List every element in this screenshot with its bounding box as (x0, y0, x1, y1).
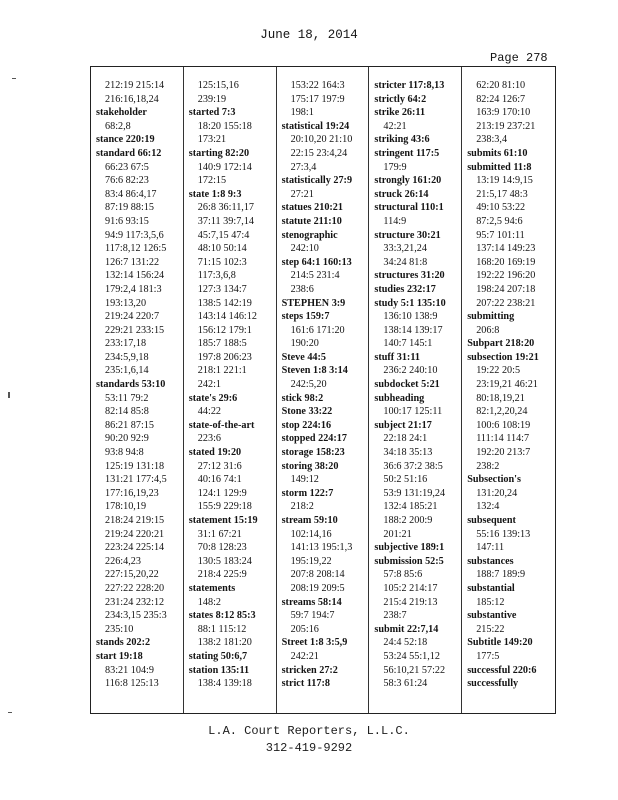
index-citation: 13:19 14:9,15 (476, 175, 533, 187)
index-citation: 132:4 185:21 (383, 501, 438, 513)
index-term: studies 232:17 (374, 283, 436, 295)
index-citation: 132:14 156:24 (105, 270, 165, 282)
index-citation: 233:17,18 (105, 338, 147, 350)
index-citation: 105:2 214:17 (383, 582, 438, 594)
index-citation: 138:4 139:18 (197, 678, 252, 690)
scan-speck (8, 392, 10, 398)
index-column-2 (184, 67, 277, 713)
index-citation: 23:19,21 46:21 (476, 379, 538, 391)
index-citation: 36:6 37:2 38:5 (383, 460, 443, 472)
index-citation: 219:24 220:7 (105, 311, 160, 323)
reporter-phone: 312-419-9292 (265, 741, 353, 755)
index-term: states 8:12 85:3 (188, 610, 256, 622)
index-citation: 27:12 31:6 (197, 460, 242, 472)
index-citation: 82:14 85:8 (105, 406, 149, 418)
index-term: substantial (467, 582, 515, 594)
index-citation: 238:6 (290, 283, 314, 295)
index-citation: 94:9 117:3,5,6 (105, 229, 164, 241)
index-citation: 18:20 155:18 (197, 120, 252, 132)
index-term: stop 224:16 (281, 419, 332, 431)
index-citation: 138:14 139:17 (383, 324, 443, 336)
index-citation: 117:3,6,8 (197, 270, 236, 282)
index-citation: 20:10,20 21:10 (290, 134, 353, 146)
index-term: study 5:1 135:10 (374, 297, 446, 309)
index-term: strongly 161:20 (374, 175, 442, 187)
index-term: submitting (467, 311, 515, 323)
index-citation: 205:16 (290, 623, 319, 635)
index-term: stakeholder (96, 107, 147, 119)
index-term: Steven 1:8 3:14 (281, 365, 348, 377)
index-citation: 111:14 114:7 (476, 433, 530, 445)
index-citation: 71:15 102:3 (197, 256, 247, 268)
index-citation: 117:8,12 126:5 (105, 243, 167, 255)
index-citation: 185:7 188:5 (197, 338, 247, 350)
index-citation: 100:6 108:19 (476, 419, 531, 431)
index-citation: 116:8 125:13 (105, 678, 159, 690)
index-term: subjective 189:1 (374, 542, 445, 554)
index-term: stopped 224:17 (281, 433, 347, 445)
index-citation: 155:9 229:18 (197, 501, 252, 513)
index-citation: 114:9 (383, 215, 407, 227)
index-citation: 234:3,15 235:3 (105, 610, 167, 622)
index-term: station 135:11 (188, 664, 250, 676)
index-citation: 27:3,4 (290, 161, 317, 173)
index-citation: 173:21 (197, 134, 227, 146)
index-citation: 19:22 20:5 (476, 365, 521, 377)
word-index-table (90, 66, 556, 714)
index-citation: 198:1 (290, 107, 314, 119)
index-column-5 (462, 67, 555, 713)
index-term: streams 58:14 (281, 596, 342, 608)
index-citation: 124:1 129:9 (197, 487, 247, 499)
index-citation: 130:5 183:24 (197, 555, 252, 567)
scan-speck (12, 78, 16, 79)
index-citation: 175:17 197:9 (290, 93, 345, 105)
index-term: stick 98:2 (281, 392, 324, 404)
index-term: stuff 31:11 (374, 351, 420, 363)
index-citation: 132:4 (476, 501, 500, 513)
index-term: structures 31:20 (374, 270, 445, 282)
index-citation: 198:24 207:18 (476, 283, 536, 295)
index-term: strike 26:11 (374, 107, 426, 119)
index-term: statistical 19:24 (281, 120, 350, 132)
index-citation: 216:16,18,24 (105, 93, 159, 105)
index-citation: 207:22 238:21 (476, 297, 536, 309)
index-citation: 127:3 134:7 (197, 283, 247, 295)
index-citation: 42:21 (383, 120, 407, 132)
index-citation: 87:19 88:15 (105, 202, 154, 214)
index-citation: 55:16 139:13 (476, 528, 531, 540)
index-term: state's 29:6 (188, 392, 238, 404)
index-citation: 223:24 225:14 (105, 542, 165, 554)
index-citation: 242:1 (197, 379, 222, 391)
index-term: Subsection's (467, 474, 521, 486)
index-citation: 87:2,5 94:6 (476, 215, 523, 227)
index-citation: 82:24 126:7 (476, 93, 526, 105)
index-term: stricken 27:2 (281, 664, 338, 676)
index-term: stance 220:19 (96, 134, 155, 146)
index-citation: 88:1 115:12 (197, 623, 247, 635)
index-citation: 53:11 79:2 (105, 392, 149, 404)
index-citation: 95:7 101:11 (476, 229, 525, 241)
index-citation: 141:13 195:1,3 (290, 542, 353, 554)
index-term: standard 66:12 (96, 147, 162, 159)
transcript-date: June 18, 2014 (260, 28, 358, 42)
index-term: strict 117:8 (281, 678, 330, 690)
index-term: statement 15:19 (188, 515, 258, 526)
index-citation: 242:5,20 (290, 379, 327, 391)
index-term: state-of-the-art (188, 419, 255, 431)
index-term: substantive (467, 610, 517, 622)
index-citation: 27:21 (290, 188, 314, 200)
index-citation: 227:15,20,22 (105, 569, 159, 581)
index-term: subject 21:17 (374, 419, 432, 431)
index-citation: 86:21 87:15 (105, 419, 154, 431)
index-citation: 148:2 (197, 596, 222, 608)
index-term: submission 52:5 (374, 555, 444, 567)
index-citation: 172:15 (197, 175, 227, 187)
index-citation: 218:24 219:15 (105, 515, 165, 526)
index-citation: 45:7,15 47:4 (197, 229, 250, 241)
index-column-4 (369, 67, 462, 713)
index-term: stricter 117:8,13 (374, 80, 445, 91)
index-citation: 57:8 85:6 (383, 569, 423, 581)
index-term: substances (467, 555, 514, 567)
index-citation: 125:19 131:18 (105, 460, 165, 472)
index-citation: 140:9 172:14 (197, 161, 252, 173)
index-citation: 82:1,2,20,24 (476, 406, 528, 418)
index-term: submit 22:7,14 (374, 623, 439, 635)
index-citation: 91:6 93:15 (105, 215, 149, 227)
index-citation: 212:19 215:14 (105, 80, 165, 91)
index-citation: 56:10,21 57:22 (383, 664, 446, 676)
index-citation: 90:20 92:9 (105, 433, 149, 445)
index-term: stating 50:6,7 (188, 650, 248, 662)
index-citation: 34:24 81:8 (383, 256, 428, 268)
index-citation: 215:22 (476, 623, 505, 635)
index-citation: 188:7 189:9 (476, 569, 526, 581)
index-term: step 64:1 160:13 (281, 256, 352, 268)
index-citation: 178:10,19 (105, 501, 147, 513)
index-citation: 226:4,23 (105, 555, 141, 567)
index-citation: 206:8 (476, 324, 500, 336)
index-citation: 83:21 104:9 (105, 664, 154, 676)
index-term: statues 210:21 (281, 202, 343, 214)
index-term: successfully (467, 678, 519, 690)
index-citation: 179:9 (383, 161, 407, 173)
index-citation: 239:19 (197, 93, 227, 105)
index-citation: 218:2 (290, 501, 314, 513)
index-citation: 70:8 128:23 (197, 542, 247, 554)
index-citation: 24:4 52:18 (383, 637, 428, 649)
index-term: structural 110:1 (374, 202, 444, 214)
index-citation: 26:8 36:11,17 (197, 202, 255, 214)
index-citation: 242:21 (290, 650, 319, 662)
index-citation: 238:7 (383, 610, 407, 622)
index-term: stated 19:20 (188, 447, 242, 459)
index-term: starting 82:20 (188, 147, 250, 159)
index-column-3 (277, 67, 370, 713)
index-citation: 163:9 170:10 (476, 107, 531, 119)
index-citation: 37:11 39:7,14 (197, 215, 255, 227)
index-term: steps 159:7 (281, 311, 330, 323)
index-term: subsection 19:21 (467, 351, 539, 363)
index-citation: 102:14,16 (290, 528, 332, 540)
page-number: Page 278 (490, 51, 548, 65)
index-citation: 49:10 53:22 (476, 202, 526, 214)
index-citation: 213:19 237:21 (476, 120, 536, 132)
index-term: striking 43:6 (374, 134, 430, 146)
index-term: state 1:8 9:3 (188, 188, 242, 200)
index-citation: 231:24 232:12 (105, 596, 165, 608)
index-citation: 177:16,19,23 (105, 487, 159, 499)
index-term: stenographic (281, 229, 338, 241)
index-citation: 33:3,21,24 (383, 243, 427, 255)
index-citation: 44:22 (197, 406, 222, 418)
index-citation: 223:6 (197, 433, 222, 445)
index-citation: 161:6 171:20 (290, 324, 345, 336)
scan-speck (8, 712, 12, 713)
index-term: Street 1:8 3:5,9 (281, 637, 348, 649)
index-citation: 53:24 55:1,12 (383, 650, 440, 662)
index-citation: 131:21 177:4,5 (105, 474, 167, 486)
index-term: subheading (374, 392, 425, 404)
index-citation: 229:21 233:15 (105, 324, 165, 336)
index-column-1 (91, 67, 184, 713)
index-citation: 201:21 (383, 528, 412, 540)
index-term: STEPHEN 3:9 (281, 297, 346, 309)
index-citation: 137:14 149:23 (476, 243, 536, 255)
index-citation: 218:4 225:9 (197, 569, 247, 581)
index-citation: 234:5,9,18 (105, 351, 149, 363)
index-citation: 218:1 221:1 (197, 365, 247, 377)
index-citation: 193:13,20 (105, 297, 147, 309)
index-term: storage 158:23 (281, 447, 345, 459)
index-citation: 207:8 208:14 (290, 569, 345, 581)
index-citation: 168:20 169:19 (476, 256, 536, 268)
index-citation: 50:2 51:16 (383, 474, 428, 486)
index-citation: 125:15,16 (197, 80, 239, 91)
index-term: Stone 33:22 (281, 406, 333, 418)
index-citation: 59:7 194:7 (290, 610, 335, 622)
index-citation: 93:8 94:8 (105, 447, 144, 459)
index-citation: 21:5,17 48:3 (476, 188, 528, 200)
index-term: subsequent (467, 515, 516, 526)
index-citation: 83:4 86:4,17 (105, 188, 157, 200)
index-citation: 156:12 179:1 (197, 324, 252, 336)
index-citation: 153:22 164:3 (290, 80, 345, 91)
index-term: Subtitle 149:20 (467, 637, 533, 649)
index-citation: 40:16 74:1 (197, 474, 242, 486)
index-term: subdocket 5:21 (374, 379, 440, 391)
index-citation: 147:11 (476, 542, 505, 554)
index-term: started 7:3 (188, 107, 236, 119)
index-citation: 76:6 82:23 (105, 175, 149, 187)
index-term: Steve 44:5 (281, 351, 327, 363)
index-term: stands 202:2 (96, 637, 151, 649)
index-citation: 126:7 131:22 (105, 256, 160, 268)
index-citation: 238:2 (476, 460, 500, 472)
index-term: Subpart 218:20 (467, 338, 535, 350)
index-citation: 131:20,24 (476, 487, 518, 499)
index-term: storing 38:20 (281, 460, 339, 472)
index-citation: 136:10 138:9 (383, 311, 438, 323)
index-term: statistically 27:9 (281, 175, 353, 187)
index-citation: 53:9 131:19,24 (383, 487, 446, 499)
index-citation: 242:10 (290, 243, 319, 255)
index-term: successful 220:6 (467, 664, 537, 676)
index-citation: 235:1,6,14 (105, 365, 149, 377)
index-citation: 236:2 240:10 (383, 365, 438, 377)
index-term: storm 122:7 (281, 487, 334, 499)
index-citation: 58:3 61:24 (383, 678, 428, 690)
index-citation: 34:18 35:13 (383, 447, 433, 459)
index-citation: 215:4 219:13 (383, 596, 438, 608)
index-term: start 19:18 (96, 650, 143, 662)
index-citation: 100:17 125:11 (383, 406, 443, 418)
index-citation: 138:2 181:20 (197, 637, 252, 649)
index-citation: 185:12 (476, 596, 505, 608)
index-citation: 48:10 50:14 (197, 243, 247, 255)
index-citation: 179:2,4 181:3 (105, 283, 162, 295)
index-citation: 219:24 220:21 (105, 528, 165, 540)
index-citation: 140:7 145:1 (383, 338, 433, 350)
index-term: submits 61:10 (467, 147, 528, 159)
index-term: strictly 64:2 (374, 93, 427, 105)
index-citation: 31:1 67:21 (197, 528, 242, 540)
index-term: structure 30:21 (374, 229, 441, 241)
index-citation: 66:23 67:5 (105, 161, 149, 173)
reporter-company: L.A. Court Reporters, L.L.C. (208, 724, 410, 738)
index-term: statute 211:10 (281, 215, 342, 227)
index-citation: 22:15 23:4,24 (290, 147, 348, 159)
index-term: statements (188, 582, 236, 594)
index-citation: 192:20 213:7 (476, 447, 531, 459)
index-citation: 192:22 196:20 (476, 270, 536, 282)
index-citation: 227:22 228:20 (105, 582, 165, 594)
index-citation: 197:8 206:23 (197, 351, 252, 363)
index-citation: 208:19 209:5 (290, 582, 345, 594)
index-citation: 188:2 200:9 (383, 515, 433, 526)
index-term: submitted 11:8 (467, 161, 532, 173)
index-citation: 195:19,22 (290, 555, 332, 567)
index-citation: 138:5 142:19 (197, 297, 252, 309)
index-citation: 143:14 146:12 (197, 311, 257, 323)
index-citation: 177:5 (476, 650, 500, 662)
index-term: stream 59:10 (281, 515, 338, 526)
index-citation: 149:12 (290, 474, 319, 486)
index-citation: 214:5 231:4 (290, 270, 340, 282)
index-term: stringent 117:5 (374, 147, 440, 159)
index-citation: 235:10 (105, 623, 134, 635)
index-citation: 62:20 81:10 (476, 80, 526, 91)
index-citation: 22:18 24:1 (383, 433, 428, 445)
index-term: struck 26:14 (374, 188, 429, 200)
index-term: standards 53:10 (96, 379, 166, 391)
index-citation: 68:2,8 (105, 120, 131, 132)
index-citation: 238:3,4 (476, 134, 508, 146)
index-citation: 80:18,19,21 (476, 392, 525, 404)
index-citation: 190:20 (290, 338, 319, 350)
